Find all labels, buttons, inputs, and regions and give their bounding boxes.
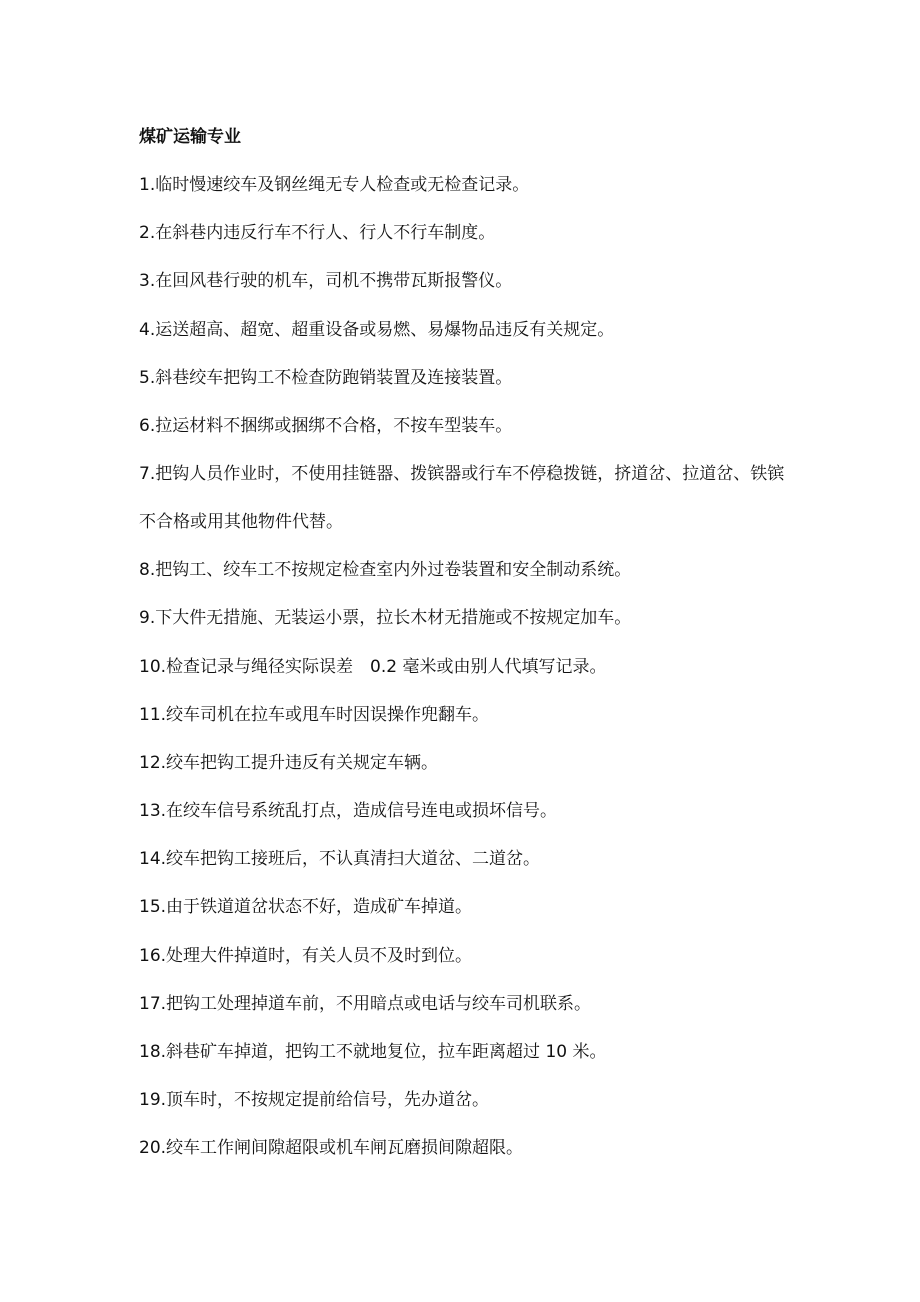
list-item: 12.绞车把钩工提升违反有关规定车辆。: [139, 752, 439, 773]
list-item: 9.下大件无措施、无装运小票，拉长木材无措施或不按规定加车。: [139, 608, 632, 629]
list-item: 19.顶车时，不按规定提前给信号，先办道岔。: [139, 1090, 490, 1111]
list-item: 11.绞车司机在拉车或甩车时因误操作兜翻车。: [139, 704, 490, 725]
list-item: 8.把钩工、绞车工不按规定检查室内外过卷装置和安全制动系统。: [139, 560, 632, 581]
list-item: 4.运送超高、超宽、超重设备或易燃、易爆物品违反有关规定。: [139, 319, 615, 340]
list-item: 15.由于铁道道岔状态不好，造成矿车掉道。: [139, 897, 473, 918]
list-item: 1.临时慢速绞车及钢丝绳无专人检查或无检查记录。: [139, 175, 530, 195]
list-item: 5.斜巷绞车把钩工不检查防跑销装置及连接装置。: [139, 367, 513, 388]
rule-list: [139, 172, 799, 1184]
page-title: 煤矿运输专业: [139, 127, 241, 147]
list-item: 17.把钩工处理掉道车前，不用暗点或电话与绞车司机联系。: [139, 993, 592, 1014]
list-item: 10.检查记录与绳径实际误差 0.2 毫米或由别人代填写记录。: [139, 656, 607, 677]
list-item: 13.在绞车信号系统乱打点，造成信号连电或损坏信号。: [139, 801, 558, 822]
list-item: 16.处理大件掉道时，有关人员不及时到位。: [139, 945, 473, 966]
list-item: 3.在回风巷行驶的机车，司机不携带瓦斯报警仪。: [139, 271, 513, 292]
list-item: 6.拉运材料不捆绑或捆绑不合格，不按车型装车。: [139, 415, 513, 436]
list-item: 7.把钩人员作业时，不使用挂链器、拨镔器或行车不停稳拨链，挤道岔、拉道岔、铁镔不合格或用其他物件代替。: [139, 464, 785, 533]
list-item: 14.绞车把钩工接班后，不认真清扫大道岔、二道岔。: [139, 849, 541, 870]
list-item: 20.绞车工作闸间隙超限或机车闸瓦磨损间隙超限。: [139, 1138, 524, 1159]
list-item: 18.斜巷矿车掉道，把钩工不就地复位，拉车距离超过 10 米。: [139, 1042, 607, 1062]
list-item: 2.在斜巷内违反行车不行人、行人不行车制度。: [139, 223, 496, 244]
